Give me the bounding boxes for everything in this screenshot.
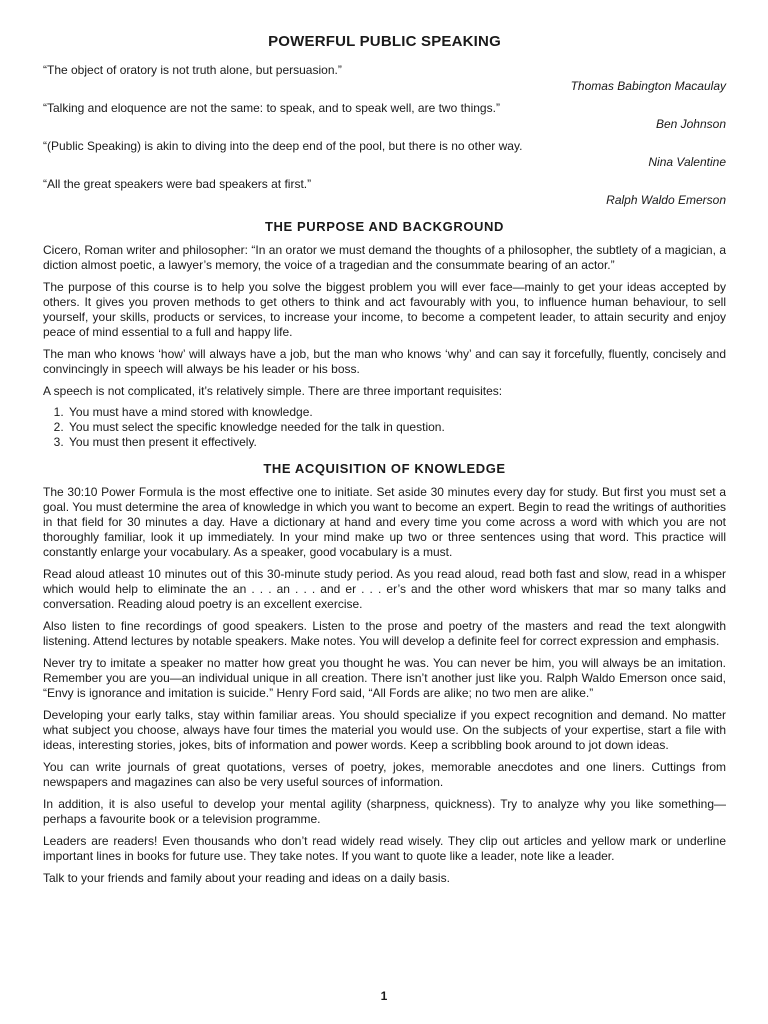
paragraph: Developing your early talks, stay within familiar areas. You should specialize if you expect recognition and demand. No matter what subject you choose, always have four times the material you would use. On the subjects of your expertise, start a file with ideas, interesting stories, jokes, bits of information and power words. Keep a scribbling book around to jot down ideas. xyxy=(43,708,726,752)
list-item: 3. You must then present it effectively. xyxy=(67,435,726,450)
list-item: 1. You must have a mind stored with knowledge. xyxy=(67,405,726,420)
paragraph: The purpose of this course is to help you solve the biggest problem you will ever face—mainly to get your ideas accepted by others. It gives you proven methods to get others to think and act favourably with you, to influence human behaviour, to sell yourself, your skills, products or services, to increase your income, to become a competent leader, to attain security and enjoy peace of mind essential to a full and happy life. xyxy=(43,280,726,339)
paragraph: You can write journals of great quotations, verses of poetry, jokes, memorable anecdotes and one liners. Cuttings from newspapers and magazines can also be very useful sources of information. xyxy=(43,760,726,789)
section-heading: THE PURPOSE AND BACKGROUND xyxy=(264,219,505,234)
list-item: 2. You must select the specific knowledge needed for the talk in question. xyxy=(67,420,726,435)
section-heading: THE ACQUISITION OF KNOWLEDGE xyxy=(263,461,506,476)
paragraph: In addition, it is also useful to develop your mental agility (sharpness, quickness). Try to analyze why you like something—perhaps a favourite book or a television programme. xyxy=(43,797,726,826)
quote-author: Ben Johnson xyxy=(655,117,726,131)
paragraph: Talk to your friends and family about your reading and ideas on a daily basis. xyxy=(43,871,450,885)
paragraph: Also listen to fine recordings of good speakers. Listen to the prose and poetry of the masters and read the text alongwith listening. Attend lectures by notable speakers. Make notes. You will develop a definite feel for correct expression and emphasis. xyxy=(43,619,726,648)
paragraph: The man who knows ‘how’ will always have a job, but the man who knows ‘why’ and can say it forcefully, fluently, concisely and convincingly in speech will always be his leader or his boss. xyxy=(43,347,726,376)
document-title: POWERFUL PUBLIC SPEAKING xyxy=(268,33,501,50)
quote-author: Thomas Babington Macaulay xyxy=(570,79,726,93)
paragraph: Leaders are readers! Even thousands who don’t read widely read wisely. They clip out articles and yellow mark or underline important lines in books for future use. They take notes. If you want to quote like a leader, note like a leader. xyxy=(43,834,726,863)
quote-text: “(Public Speaking) is akin to diving into the deep end of the pool, but there is no other way. xyxy=(43,139,523,153)
paragraph: A speech is not complicated, it’s relatively simple. There are three important requisites: xyxy=(43,384,503,398)
quote-author: Ralph Waldo Emerson xyxy=(606,193,726,207)
quote-text: “All the great speakers were bad speakers at first.” xyxy=(43,177,312,191)
quote-text: “The object of oratory is not truth alone, but persuasion.” xyxy=(43,63,342,77)
quotes-block xyxy=(43,63,726,208)
quote-text: “Talking and eloquence are not the same: to speak, and to speak well, are two things.” xyxy=(43,101,500,115)
paragraph: The 30:10 Power Formula is the most effective one to initiate. Set aside 30 minutes every day for study. But first you must set a goal. You must determine the area of knowledge in which you want to become an expert. Begin to read the writings of authorities in that field for 30 minutes a day. Have a dictionary at hand and every time you come across a word with which you are not thoroughly familiar, look it up immediately. In your mind make up two or three sentences using that word. This practice will constantly enlarge your vocabulary. As a speaker, good vocabulary is a must. xyxy=(43,485,726,559)
quote-author: Nina Valentine xyxy=(648,155,726,169)
page-number: 1 xyxy=(380,989,388,1003)
paragraph: Cicero, Roman writer and philosopher: “In an orator we must demand the thoughts of a philosopher, the subtlety of a magician, a diction almost poetic, a lawyer’s memory, the voice of a tragedian and the consummate bearing of an actor.” xyxy=(43,243,726,272)
paragraph: Never try to imitate a speaker no matter how great you thought he was. You can never be him, you will always be an imitation. Remember you are you—an individual unique in all creation. There isn’t another just like you. Ralph Waldo Emerson once said, “Envy is ignorance and imitation is suicide.” Henry Ford said, “All Fords are alike; no two men are alike.” xyxy=(43,656,726,700)
paragraph: Read aloud atleast 10 minutes out of this 30-minute study period. As you read aloud, read both fast and slow, read in a whisper which would help to eliminate the an . . . an . . . and er . . . er’s and the other word whiskers that mar so many talks and conversation. Reading aloud poetry is an excellent exercise. xyxy=(43,567,726,611)
requisites-list xyxy=(43,405,726,450)
